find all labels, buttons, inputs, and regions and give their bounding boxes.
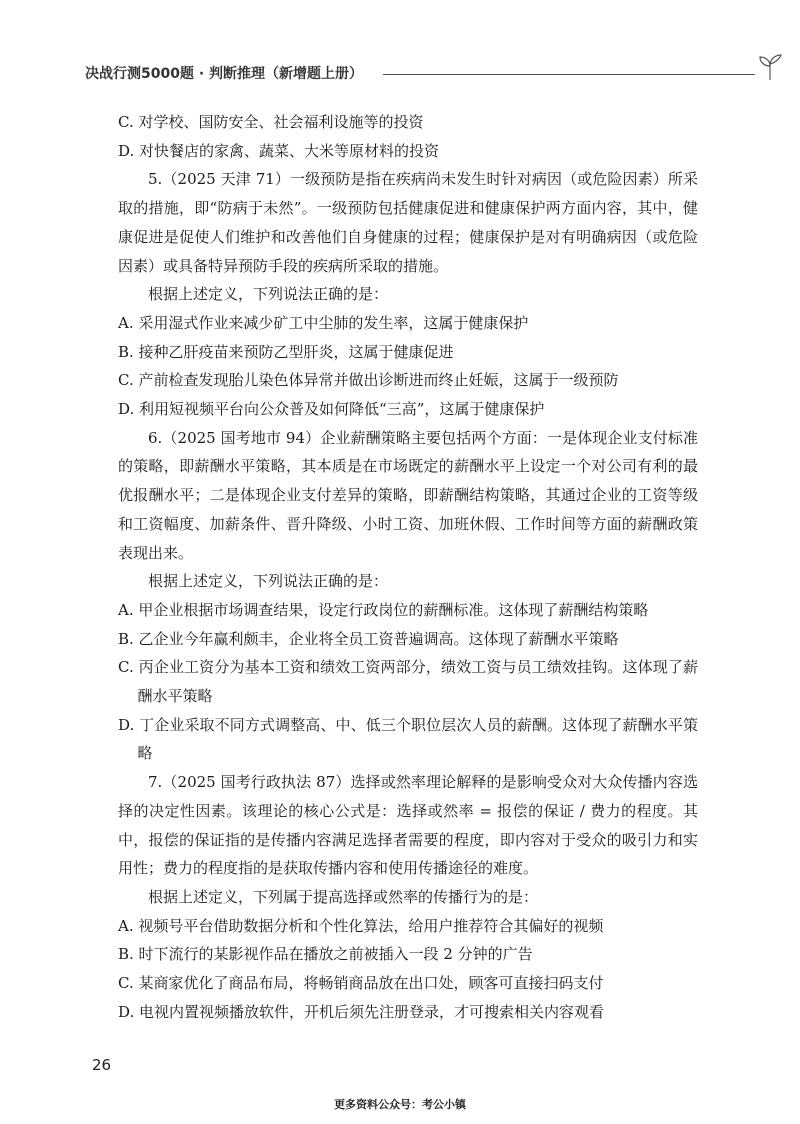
question-6-option-a: A. 甲企业根据市场调查结果，设定行政岗位的薪酬标准。这体现了薪酬结构策略 bbox=[118, 600, 649, 619]
question-7-stem: 7.（2025 国考行政执法 87）选择或然率理论解释的是影响受众对大众传播内容选择的决定性因素。该理论的核心公式是：选择或然率 = 报偿的保证 / 费力的程度。其中，报偿的保证指的是传播内容满足选择者需要的程度，即内容对于受众的吸引力和实用性；费力的程度指的是获取传播内容和使用传播途径的难度。 bbox=[118, 773, 698, 878]
prev-option-c: C. 对学校、国防安全、社会福利设施等的投资 bbox=[118, 113, 424, 131]
page-number: 26 bbox=[92, 1056, 112, 1074]
prev-option-d: D. 对快餐店的家禽、蔬菜、大米等原材料的投资 bbox=[118, 141, 440, 160]
question-6-prompt: 根据上述定义，下列说法正确的是： bbox=[148, 572, 389, 591]
question-7-option-c: C. 某商家优化了商品布局，将畅销商品放在出口处，顾客可直接扫码支付 bbox=[118, 974, 604, 993]
footer-note: 更多资料公众号：考公小镇 bbox=[334, 1098, 466, 1111]
question-5-option-b: B. 接种乙肝疫苗来预防乙型肝炎，这属于健康促进 bbox=[118, 342, 454, 361]
question-6-option-c: C. 丙企业工资分为基本工资和绩效工资两部分，绩效工资与员工绩效挂钩。这体现了薪酬水平策略 bbox=[118, 658, 698, 706]
question-7-option-a: A. 视频号平台借助数据分析和个性化算法，给用户推荐符合其偏好的视频 bbox=[118, 916, 604, 935]
question-7-option-d: D. 电视内置视频播放软件，开机后须先注册登录，才可搜索相关内容观看 bbox=[118, 1002, 605, 1021]
sprout-icon bbox=[755, 52, 785, 82]
header-rule bbox=[383, 74, 755, 75]
running-header bbox=[85, 60, 725, 88]
question-6-option-b: B. 乙企业今年赢利颇丰，企业将全员工资普遍调高。这体现了薪酬水平策略 bbox=[118, 629, 619, 648]
question-5-stem: 5.（2025 天津 71）一级预防是指在疾病尚未发生时针对病因（或危险因素）所采取的措施，即“防病于未然”。一级预防包括健康促进和健康保护两方面内容，其中，健康促进是促使人们维护和改善他们自身健康的过程；健康保护是对有明确病因（或危险因素）或具备特异预防手段的疾病所采取的措施。 bbox=[118, 170, 698, 275]
question-5-prompt: 根据上述定义，下列说法正确的是： bbox=[148, 285, 389, 304]
question-7-option-b: B. 时下流行的某影视作品在播放之前被插入一段 2 分钟的广告 bbox=[118, 945, 533, 964]
question-5-option-a: A. 采用湿式作业来减少矿工中尘肺的发生率，这属于健康保护 bbox=[118, 313, 529, 332]
book-title: 决战行测5000题 · 判断推理（新增题上册） bbox=[85, 66, 364, 82]
question-6-option-d: D. 丁企业采取不同方式调整高、中、低三个职位层次人员的薪酬。这体现了薪酬水平策略 bbox=[118, 715, 698, 763]
question-6-stem: 6.（2025 国考地市 94）企业薪酬策略主要包括两个方面：一是体现企业支付标准的策略，即薪酬水平策略，其本质是在市场既定的薪酬水平上设定一个对公司有利的最优报酬水平；二是体现企业支付差异的策略，即薪酬结构策略，其通过企业的工资等级和工资幅度、加薪条件、晋升降级、小时工资、加班休假、工作时间等方面的薪酬政策表现出来。 bbox=[118, 428, 698, 562]
page-body bbox=[118, 108, 698, 1027]
question-5-option-c: C. 产前检查发现胎儿染色体异常并做出诊断进而终止妊娠，这属于一级预防 bbox=[118, 371, 619, 390]
question-7-prompt: 根据上述定义，下列属于提高选择或然率的传播行为的是： bbox=[148, 887, 539, 906]
question-5-option-d: D. 利用短视频平台向公众普及如何降低“三高”，这属于健康保护 bbox=[118, 400, 545, 419]
